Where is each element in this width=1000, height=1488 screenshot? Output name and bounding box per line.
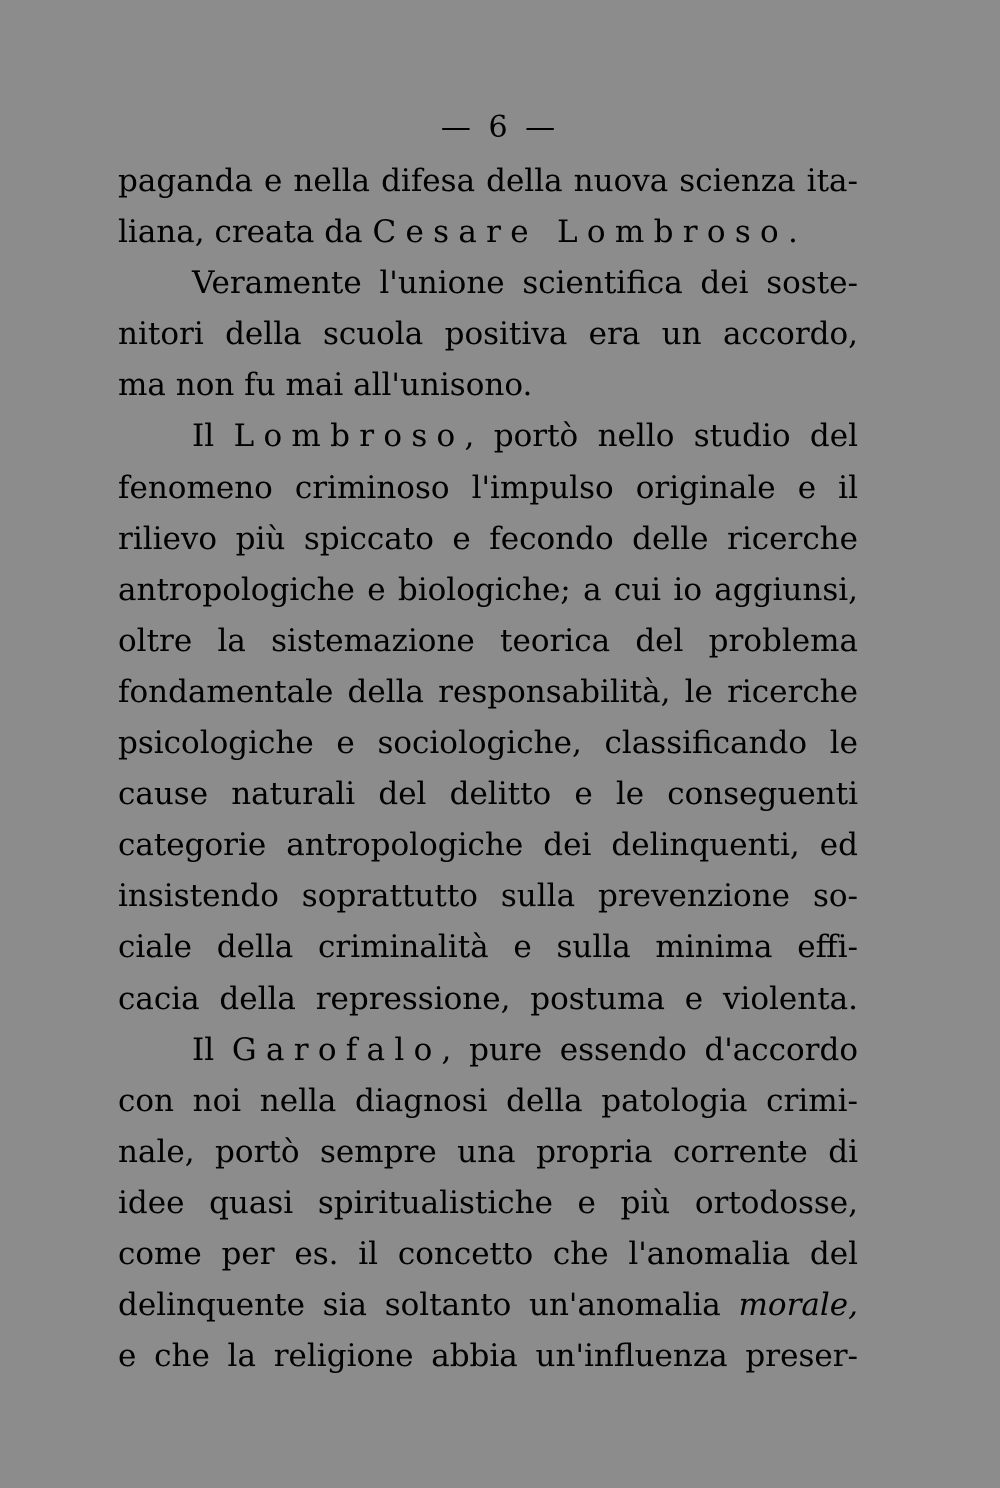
text-line: e che la religione abbia un'influenza preser- <box>118 1338 858 1375</box>
text-line: nale, portò sempre una propria corrente di <box>118 1133 858 1170</box>
text-line: insistendo soprattutto sulla prevenzione so- <box>118 878 858 915</box>
text-line: idee quasi spiritualistiche e più ortodosse, <box>118 1184 858 1221</box>
text-line <box>118 1025 858 1076</box>
text-line: nitori della scuola positiva era un accordo, <box>118 316 858 353</box>
text-line: come per es. il concetto che l'anomalia del <box>118 1235 858 1272</box>
text-line: psicologiche e sociologiche, classificando le <box>118 725 858 762</box>
text-line <box>118 411 858 462</box>
text-line: con noi nella diagnosi della patologia crimi- <box>118 1082 858 1119</box>
text-line: ma non fu mai all'unisono. <box>118 367 533 404</box>
text-line <box>118 207 858 258</box>
text-line: oltre la sistemazione teorica del problema <box>118 622 858 659</box>
text-run: . <box>788 214 798 251</box>
name-lombroso: Lombroso <box>233 418 465 455</box>
text-run: Il <box>192 1031 215 1068</box>
text-line: ciale della criminalità e sulla minima effi- <box>118 929 858 966</box>
text-run: liana, creata da <box>118 214 363 251</box>
text-line: fenomeno criminoso l'impulso originale e il <box>118 469 858 506</box>
text-line: cause naturali del delitto e le conseguenti <box>118 776 858 813</box>
text-line: categorie antropologiche dei delinquenti, ed <box>118 827 858 864</box>
text-run: Il <box>192 418 215 455</box>
text-run: delinquente sia soltanto un'anomalia <box>118 1287 721 1324</box>
text-line: Veramente l'unione scientifica dei soste- <box>192 265 858 302</box>
text-line <box>118 1280 858 1331</box>
body-text <box>118 156 858 1382</box>
text-line: fondamentale della responsabilità, le ricerche <box>118 673 858 710</box>
text-line: cacia della repressione, postuma e violenta. <box>118 980 858 1017</box>
text-line: paganda e nella difesa della nuova scienza ita- <box>118 163 858 199</box>
text-line: antropologiche e biologiche; a cui io aggiunsi, <box>118 571 858 608</box>
text-run: , pure essendo d'accordo <box>441 1031 859 1068</box>
name-cesare-lombroso: Cesare Lombroso <box>372 214 788 251</box>
text-line: rilievo più spiccato e fecondo delle ricerche <box>118 520 858 557</box>
name-garofalo: Garofalo <box>231 1031 442 1068</box>
italic-word: morale, <box>738 1287 858 1324</box>
page-number: — 6 — <box>440 110 560 145</box>
text-run: , portò nello studio del <box>464 418 858 455</box>
